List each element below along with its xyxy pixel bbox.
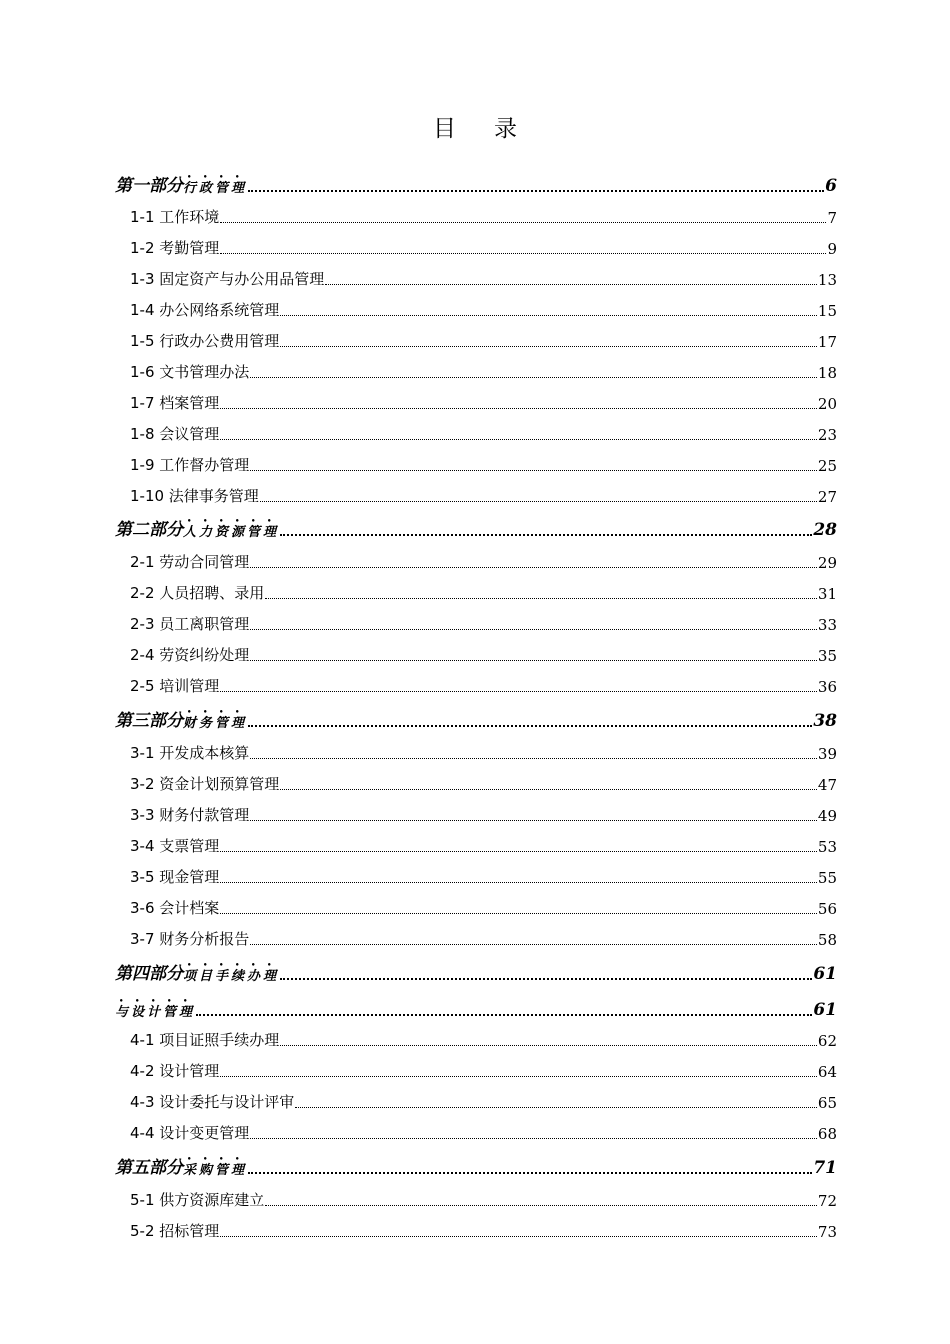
entry-emphasis-label: 项目手续办理 bbox=[183, 969, 280, 984]
toc-section-entry[interactable] bbox=[130, 422, 837, 444]
entry-emphasis-label: 采购管理 bbox=[183, 1163, 248, 1178]
entry-label: 4-4 设计变更管理 bbox=[130, 1124, 250, 1142]
toc-section-entry[interactable] bbox=[130, 550, 837, 572]
toc-section-entry[interactable] bbox=[130, 741, 837, 763]
entry-label: 2-3 员工离职管理 bbox=[130, 615, 250, 633]
page-number: 61 bbox=[813, 964, 837, 984]
page-number: 39 bbox=[817, 745, 837, 763]
toc-section-entry[interactable] bbox=[130, 453, 837, 475]
entry-label: 1-6 文书管理办法 bbox=[130, 363, 250, 381]
dot-leader bbox=[220, 834, 817, 856]
dot-leader bbox=[220, 422, 817, 444]
entry-label: 1-10 法律事务管理 bbox=[130, 487, 259, 505]
entry-emphasis-label: 人力资源管理 bbox=[183, 525, 280, 540]
dot-leader bbox=[250, 1121, 817, 1143]
toc-section-entry[interactable] bbox=[130, 643, 837, 665]
toc-part-entry[interactable] bbox=[115, 960, 837, 984]
toc-section-entry[interactable] bbox=[130, 834, 837, 856]
dot-leader bbox=[220, 236, 826, 258]
entry-label: 1-3 固定资产与办公用品管理 bbox=[130, 270, 325, 288]
entry-label: 1-8 会议管理 bbox=[130, 425, 220, 443]
entry-label: 4-1 项目证照手续办理 bbox=[130, 1031, 280, 1049]
entry-label: 4-2 设计管理 bbox=[130, 1062, 220, 1080]
dot-leader bbox=[250, 453, 817, 475]
page-number: 27 bbox=[817, 488, 837, 506]
toc-section-entry[interactable] bbox=[130, 1059, 837, 1081]
entry-label: 第一部分 bbox=[115, 176, 183, 196]
page-number: 6 bbox=[825, 176, 837, 196]
page-number: 73 bbox=[817, 1223, 837, 1241]
toc-title: 目录 bbox=[433, 116, 555, 142]
entry-label: 1-7 档案管理 bbox=[130, 394, 220, 412]
toc-section-entry[interactable] bbox=[130, 205, 837, 227]
toc-section-entry[interactable] bbox=[130, 484, 837, 506]
entry-label: 1-5 行政办公费用管理 bbox=[130, 332, 280, 350]
page-number: 20 bbox=[817, 395, 837, 413]
entry-label: 3-3 财务付款管理 bbox=[130, 806, 250, 824]
dot-leader bbox=[220, 896, 817, 918]
page-number: 56 bbox=[817, 900, 837, 918]
toc-section-entry[interactable] bbox=[130, 1188, 837, 1210]
toc-section-entry[interactable] bbox=[130, 772, 837, 794]
dot-leader bbox=[220, 674, 817, 696]
entry-label: 第二部分 bbox=[115, 520, 183, 540]
entry-label: 第三部分 bbox=[115, 711, 183, 731]
dot-leader bbox=[280, 1028, 817, 1050]
toc-section-entry[interactable] bbox=[130, 360, 837, 382]
dot-leader bbox=[265, 581, 817, 603]
toc-section-entry[interactable] bbox=[130, 391, 837, 413]
entry-label: 2-5 培训管理 bbox=[130, 677, 220, 695]
toc-part-entry[interactable] bbox=[115, 1154, 837, 1178]
toc-section-entry[interactable] bbox=[130, 1028, 837, 1050]
entry-label: 3-4 支票管理 bbox=[130, 837, 220, 855]
toc-section-entry[interactable] bbox=[130, 1219, 837, 1241]
page-number: 38 bbox=[813, 711, 837, 731]
toc-section-entry[interactable] bbox=[130, 803, 837, 825]
dot-leader bbox=[280, 329, 817, 351]
page-number: 61 bbox=[813, 1000, 837, 1020]
dot-leader bbox=[196, 996, 812, 1020]
entry-label: 1-1 工作环境 bbox=[130, 208, 220, 226]
dot-leader bbox=[220, 205, 826, 227]
page-number: 9 bbox=[827, 240, 837, 258]
entry-label: 2-1 劳动合同管理 bbox=[130, 553, 250, 571]
dot-leader bbox=[248, 707, 812, 731]
entry-label: 3-2 资金计划预算管理 bbox=[130, 775, 280, 793]
page-number: 13 bbox=[817, 271, 837, 289]
page-number: 49 bbox=[817, 807, 837, 825]
page-number: 68 bbox=[817, 1125, 837, 1143]
page-number: 15 bbox=[817, 302, 837, 320]
entry-label: 4-3 设计委托与设计评审 bbox=[130, 1093, 295, 1111]
toc-section-entry[interactable] bbox=[130, 298, 837, 320]
dot-leader bbox=[280, 772, 817, 794]
toc-section-entry[interactable] bbox=[130, 1090, 837, 1112]
dot-leader bbox=[250, 803, 817, 825]
page-number: 28 bbox=[813, 520, 837, 540]
page-number: 47 bbox=[817, 776, 837, 794]
entry-label: 第四部分 bbox=[115, 964, 183, 984]
page-number: 58 bbox=[817, 931, 837, 949]
page-number: 64 bbox=[817, 1063, 837, 1081]
page-number: 62 bbox=[817, 1032, 837, 1050]
toc-section-entry[interactable] bbox=[130, 267, 837, 289]
toc-part-entry[interactable] bbox=[115, 996, 837, 1020]
toc-section-entry[interactable] bbox=[130, 329, 837, 351]
page-number: 31 bbox=[817, 585, 837, 603]
entry-label: 2-4 劳资纠纷处理 bbox=[130, 646, 250, 664]
toc-section-entry[interactable] bbox=[130, 674, 837, 696]
dot-leader bbox=[250, 927, 817, 949]
entry-label: 2-2 人员招聘、录用 bbox=[130, 584, 265, 602]
toc-section-entry[interactable] bbox=[130, 1121, 837, 1143]
page-number: 17 bbox=[817, 333, 837, 351]
entry-label: 1-9 工作督办管理 bbox=[130, 456, 250, 474]
dot-leader bbox=[295, 1090, 817, 1112]
entry-label: 5-1 供方资源库建立 bbox=[130, 1191, 265, 1209]
page-number: 7 bbox=[827, 209, 837, 227]
toc-section-entry[interactable] bbox=[130, 612, 837, 634]
page-number: 35 bbox=[817, 647, 837, 665]
toc-part-entry[interactable] bbox=[115, 707, 837, 731]
entry-label: 3-7 财务分析报告 bbox=[130, 930, 250, 948]
entry-emphasis-label: 财务管理 bbox=[183, 716, 248, 731]
dot-leader bbox=[248, 1154, 812, 1178]
page-number: 36 bbox=[817, 678, 837, 696]
page-number: 29 bbox=[817, 554, 837, 572]
dot-leader bbox=[280, 298, 817, 320]
entry-label: 5-2 招标管理 bbox=[130, 1222, 220, 1240]
page-number: 23 bbox=[817, 426, 837, 444]
page-number: 65 bbox=[817, 1094, 837, 1112]
toc-section-entry[interactable] bbox=[130, 865, 837, 887]
entry-label: 1-4 办公网络系统管理 bbox=[130, 301, 280, 319]
dot-leader bbox=[220, 865, 817, 887]
toc-section-entry[interactable] bbox=[130, 236, 837, 258]
entry-emphasis-label: 与设计管理 bbox=[115, 1005, 196, 1020]
dot-leader bbox=[250, 643, 817, 665]
dot-leader bbox=[220, 1219, 817, 1241]
toc-part-entry[interactable] bbox=[115, 516, 837, 540]
page-number: 53 bbox=[817, 838, 837, 856]
entry-label: 3-1 开发成本核算 bbox=[130, 744, 250, 762]
dot-leader bbox=[260, 484, 817, 506]
page-number: 33 bbox=[817, 616, 837, 634]
toc-section-entry[interactable] bbox=[130, 581, 837, 603]
dot-leader bbox=[220, 1059, 817, 1081]
page-number: 71 bbox=[813, 1158, 837, 1178]
toc-part-entry[interactable] bbox=[115, 172, 837, 196]
page-number: 25 bbox=[817, 457, 837, 475]
entry-label: 3-6 会计档案 bbox=[130, 899, 220, 917]
dot-leader bbox=[250, 741, 817, 763]
entry-label: 3-5 现金管理 bbox=[130, 868, 220, 886]
dot-leader bbox=[280, 516, 812, 540]
dot-leader bbox=[265, 1188, 817, 1210]
dot-leader bbox=[250, 550, 817, 572]
page-number: 18 bbox=[817, 364, 837, 382]
dot-leader bbox=[325, 267, 817, 289]
page-number: 72 bbox=[817, 1192, 837, 1210]
toc-section-entry[interactable] bbox=[130, 896, 837, 918]
entry-label: 第五部分 bbox=[115, 1158, 183, 1178]
dot-leader bbox=[220, 391, 817, 413]
entry-emphasis-label: 行政管理 bbox=[183, 181, 248, 196]
toc-section-entry[interactable] bbox=[130, 927, 837, 949]
dot-leader bbox=[250, 360, 817, 382]
dot-leader bbox=[248, 172, 824, 196]
page-number: 55 bbox=[817, 869, 837, 887]
dot-leader bbox=[250, 612, 817, 634]
dot-leader bbox=[280, 960, 812, 984]
entry-label: 1-2 考勤管理 bbox=[130, 239, 220, 257]
